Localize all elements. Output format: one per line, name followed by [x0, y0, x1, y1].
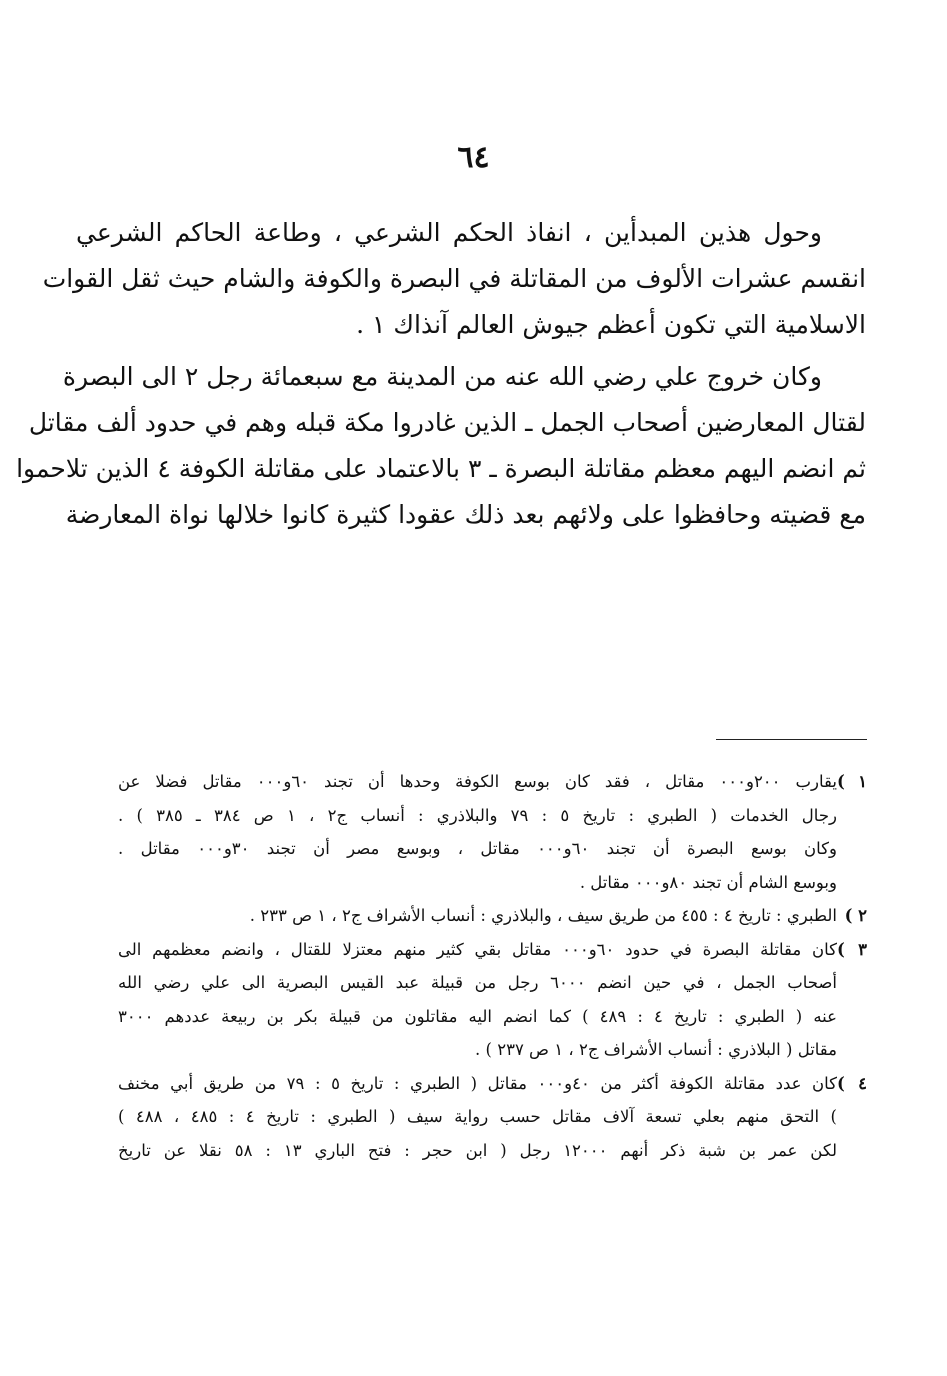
footnote-1-line: وبوسع الشام أن تجند ٨٠و٠٠٠ مقاتل . — [579, 872, 837, 892]
footnote-text: يقارب ٢٠٠و٠٠٠ مقاتل ، فقد كان بوسع الكوفة وحدها أن تجند ٦٠و٠٠٠ مقاتل فضلا عن — [118, 772, 837, 791]
text-line: انقسم عشرات الألوف من المقاتلة في البصرة والكوفة والشام حيث ثقل القوات — [42, 264, 866, 293]
footnote-text: كان مقاتلة البصرة في حدود ٦٠و٠٠٠ مقاتل بقي كثير منهم معتزلا للقتال ، وانضم معظمهم الى — [118, 939, 837, 959]
footnote-number: ٢ ) — [844, 906, 867, 925]
footnote-number: ١ ) — [837, 772, 867, 791]
footnote-1-line: رجال الخدمات ( الطبري : تاريخ ٥ : ٧٩ والبلاذري : أنساب ج٢ ، ١ ص ٣٨٤ ـ ٣٨٥ ) . — [118, 805, 837, 825]
footnote-divider — [716, 739, 867, 740]
footnote-number: ٤ ) — [837, 1073, 867, 1093]
text-line: وحول هذين المبدأين ، انفاذ الحكم الشرعي ، وطاعة الحاكم الشرعي — [76, 218, 822, 247]
footnote-1-line — [118, 765, 867, 799]
footnote-number: ٣ ) — [837, 939, 867, 959]
footnote-4-line: ) التحق منهم بعلي تسعة آلاف مقاتل حسب رواية سيف ( الطبري : تاريخ ٤ : ٤٨٥ ، ٤٨٨ ) — [118, 1107, 837, 1126]
footnote-4-line — [118, 1067, 867, 1101]
text-line: ثم انضم اليهم معظم مقاتلة البصرة ـ ٣ بالاعتماد على مقاتلة الكوفة ٤ الذين تلاحموا — [16, 454, 866, 483]
footnote-2-line — [118, 899, 867, 933]
page-number: ٦٤ — [457, 140, 490, 175]
footnote-text: كان عدد مقاتلة الكوفة أكثر من ٤٠و٠٠٠ مقاتل ( الطبري : تاريخ ٥ : ٧٩ من طريق أبي مخنف — [118, 1073, 837, 1093]
footnote-1-line: وكان بوسع البصرة أن تجند ٦٠و٠٠٠ مقاتل ، وبوسع مصر أن تجند ٣٠و٠٠٠ مقاتل . — [118, 839, 837, 858]
footnote-4-line: لكن عمر بن شبة ذكر أنهم ١٢٠٠٠ رجل ( ابن حجر : فتح الباري ١٣ : ٥٨ نقلا عن تاريخ — [118, 1140, 837, 1160]
footnote-3-line: مقاتل ( البلاذري : أنساب الأشراف ج٢ ، ١ ص ٢٣٧ ) . — [475, 1040, 837, 1059]
footnotes — [118, 765, 867, 1167]
footnote-text: الطبري : تاريخ ٤ : ٤٥٥ من طريق سيف ، والبلاذري : أنساب الأشراف ج٢ ، ١ ص ٢٣٣ . — [249, 906, 837, 925]
text-line: الاسلامية التي تكون أعظم جيوش العالم آنذاك ١ . — [356, 310, 866, 339]
footnote-3-line: عنه ( الطبري : تاريخ ٤ : ٤٨٩ ) كما انضم اليه مقاتلون من قبيلة بكر بن ربيعة عددهم ٣٠٠٠ — [118, 1006, 837, 1026]
text-line: لقتال المعارضين أصحاب الجمل ـ الذين غادروا مكة قبله وهم في حدود ألف مقاتل — [28, 408, 866, 437]
footnote-3-line: أصحاب الجمل ، في حين انضم ٦٠٠٠ رجل من قبيلة عبد القيس البصرية الى علي رضي الله — [118, 973, 838, 992]
text-line: مع قضيته وحافظوا على ولائهم بعد ذلك عقودا كثيرة كانوا خلالها نواة المعارضة — [65, 500, 866, 529]
text-line: وكان خروج علي رضي الله عنه من المدينة مع سبعمائة رجل ٢ الى البصرة — [62, 362, 822, 391]
main-text — [16, 210, 866, 538]
footnote-3-line — [118, 933, 867, 967]
